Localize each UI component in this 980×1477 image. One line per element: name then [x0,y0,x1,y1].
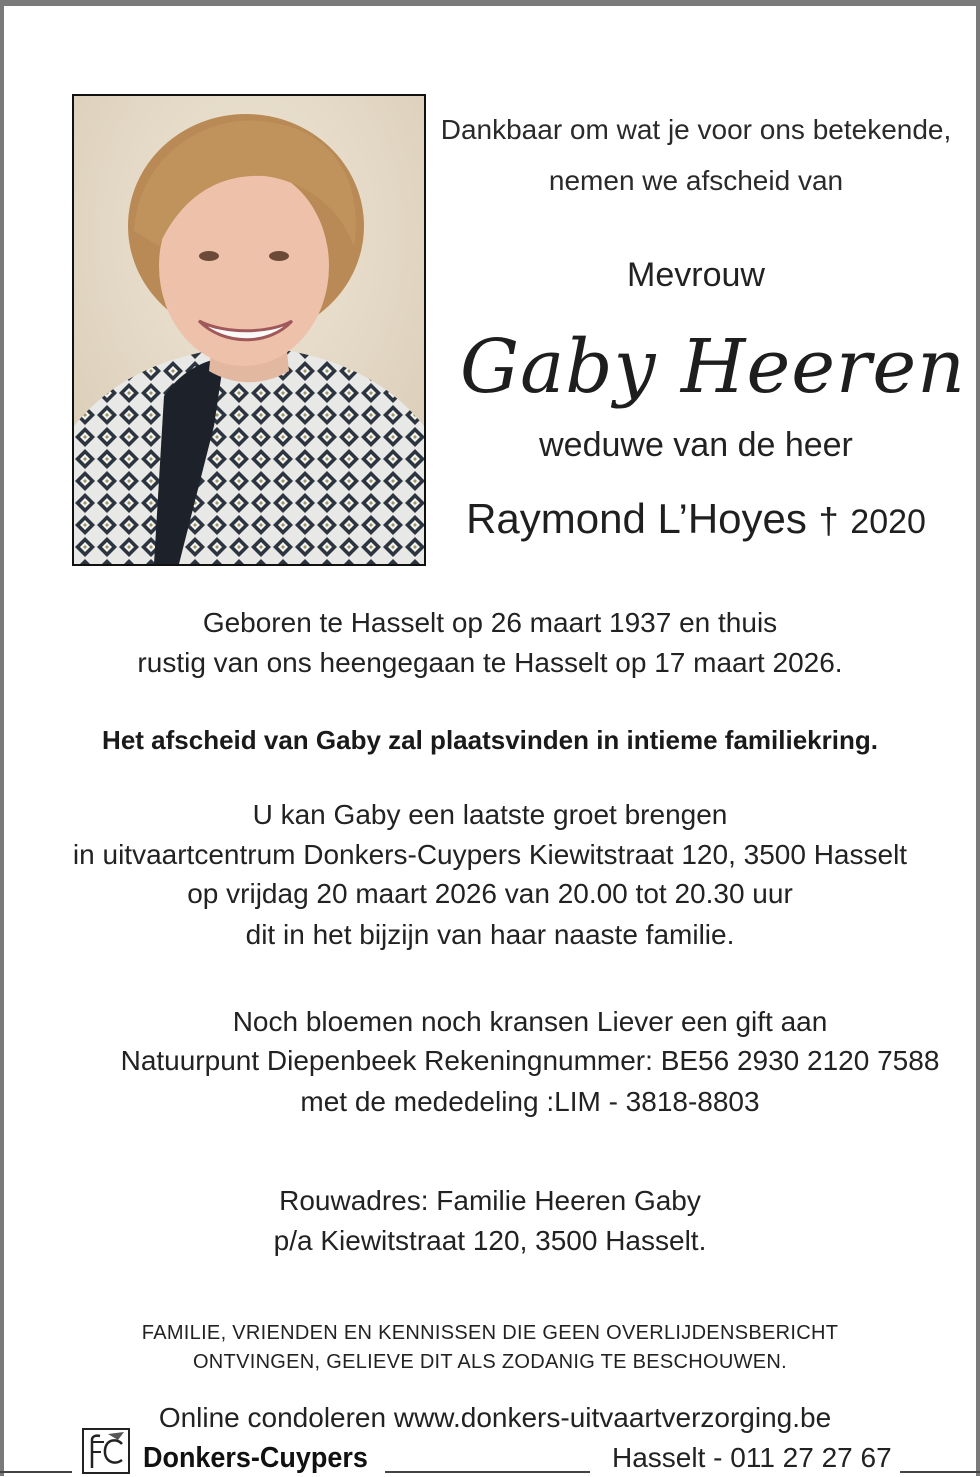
intro-line-1: Dankbaar om wat je voor ons betekende, [440,114,952,145]
visitation-line-4: dit in het bijzijn van haar naaste familie. [245,919,735,950]
spouse-line [440,493,952,548]
company-contact: Hasselt - 011 27 27 67 [612,1442,892,1473]
spouse-intro: weduwe van de heer [539,426,853,464]
intro-line-2: nemen we afscheid van [548,165,844,196]
company-name: Donkers-Cuypers [143,1442,368,1474]
footer-rule-left [0,1471,72,1473]
deceased-name: Gaby Heeren [460,324,966,410]
birth-line-1: Geboren te Hasselt op 26 maart 1937 en thuis [202,607,778,638]
honorific-title: Mevrouw [627,256,765,294]
gift-line-1: Noch bloemen noch kransen Liever een gift aan [232,1006,828,1037]
notice-line-1: FAMILIE, VRIENDEN EN KENNISSEN DIE GEEN OVERLIJDENSBERICHT [141,1322,839,1344]
footer-rule-middle [385,1471,590,1473]
dagger-symbol: † [818,500,839,541]
online-condolence-link[interactable]: Online condoleren www.donkers-uitvaartverzorging.be [158,1402,832,1433]
mourning-address-line-1: Rouwadres: Familie Heeren Gaby [279,1185,701,1216]
portrait-photo [72,94,426,566]
spouse-name: Raymond L’Hoyes [466,495,807,542]
gift-line-2: Natuurpunt Diepenbeek Rekeningnummer: BE56 2930 2120 7588 [120,1045,940,1076]
farewell-statement: Het afscheid van Gaby zal plaatsvinden in intieme familiekring. [102,725,878,755]
company-logo-icon [82,1428,130,1474]
visitation-line-2: in uitvaartcentrum Donkers-Cuypers Kiewitstraat 120, 3500 Hasselt [72,839,908,870]
footer-rule-right [900,1471,980,1473]
birth-line-2: rustig van ons heengegaan te Hasselt op 17 maart 2026. [137,647,843,678]
mourning-address-line-2: p/a Kiewitstraat 120, 3500 Hasselt. [273,1225,707,1256]
gift-line-3: met de mededeling :LIM - 3818-8803 [300,1086,760,1117]
visitation-line-3: op vrijdag 20 maart 2026 van 20.00 tot 20.30 uur [187,878,793,909]
notice-line-2: ONTVINGEN, GELIEVE DIT ALS ZODANIG TE BESCHOUWEN. [192,1351,788,1373]
spouse-death-year: 2020 [850,503,926,541]
visitation-line-1: U kan Gaby een laatste groet brengen [252,799,728,830]
